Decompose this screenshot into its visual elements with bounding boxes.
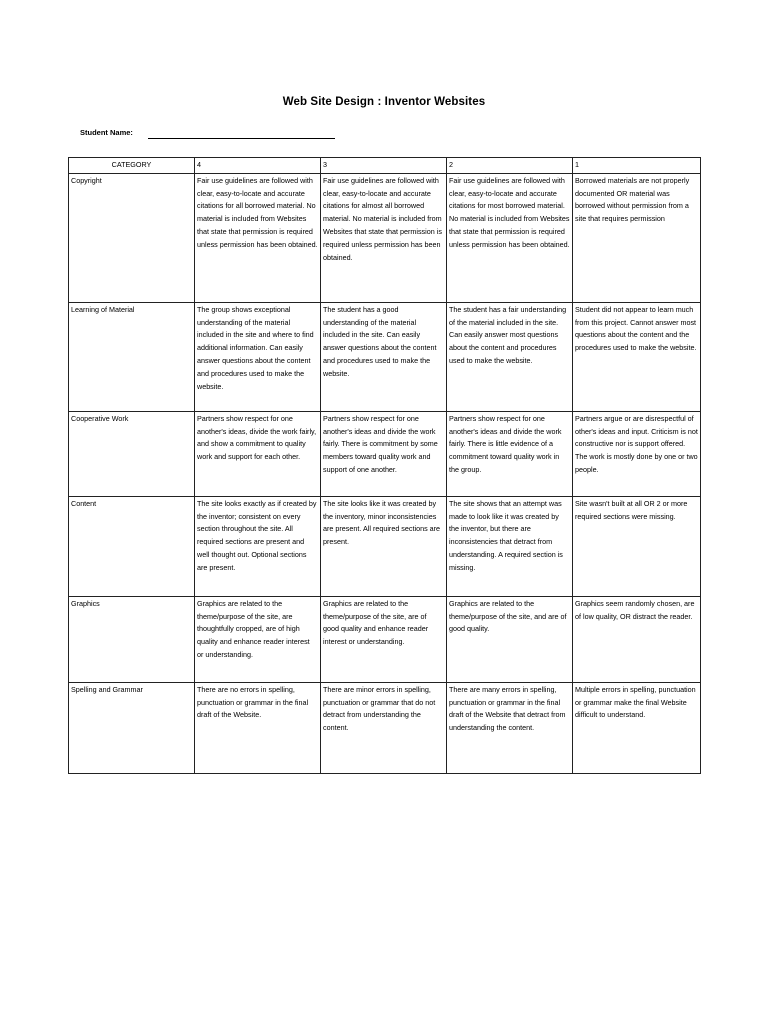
- table-row: [69, 496, 701, 596]
- row-cell: There are no errors in spelling, punctuation or grammar in the final draft of the Website.: [195, 682, 321, 773]
- row-category: Copyright: [69, 173, 195, 302]
- row-category: Spelling and Grammar: [69, 682, 195, 773]
- page-title: Web Site Design : Inventor Websites: [282, 96, 486, 108]
- row-cell: Partners show respect for one another's ideas and divide the work fairly. There is commitment by some members toward quality work and support of one another.: [321, 411, 447, 496]
- row-cell: The site shows that an attempt was made to look like it was created by the inventor, but there are inconsistencies that detract from understanding. A required section is missing.: [447, 496, 573, 596]
- header-score-2: 2: [447, 158, 573, 174]
- row-cell: Graphics are related to the theme/purpose of the site, are thoughtfully cropped, are of high quality and enhance reader interest or understanding.: [195, 596, 321, 682]
- row-cell: Multiple errors in spelling, punctuation or grammar make the final Website difficult to understand.: [573, 682, 701, 773]
- header-score-3: 3: [321, 158, 447, 174]
- row-cell: The site looks exactly as if created by the inventor; consistent on every section throughout the site. All required sections are present and well thought out. Optional sections are present.: [195, 496, 321, 596]
- table-row: [69, 682, 701, 773]
- table-row: [69, 596, 701, 682]
- row-cell: There are minor errors in spelling, punctuation or grammar that do not detract from understanding the content.: [321, 682, 447, 773]
- row-cell: Partners show respect for one another's ideas and divide the work fairly. There is little evidence of a commitment toward quality work in the group.: [447, 411, 573, 496]
- row-cell: Borrowed materials are not properly documented OR material was borrowed without permission from a site that requires permission: [573, 173, 701, 302]
- table-row: [69, 302, 701, 411]
- row-cell: The student has a good understanding of the material included in the site. Can easily answer questions about the content and procedures used to make the website.: [321, 302, 447, 411]
- row-cell: Graphics seem randomly chosen, are of low quality, OR distract the reader.: [573, 596, 701, 682]
- student-name-field[interactable]: [148, 138, 335, 139]
- row-category: Graphics: [69, 596, 195, 682]
- row-cell: Site wasn't built at all OR 2 or more required sections were missing.: [573, 496, 701, 596]
- row-cell: Fair use guidelines are followed with clear, easy-to-locate and accurate citations for all borrowed material. No material is included from Websites that state that permission is required unless permission has been obtained.: [195, 173, 321, 302]
- row-category: Cooperative Work: [69, 411, 195, 496]
- row-category: Learning of Material: [69, 302, 195, 411]
- header-score-1: 1: [573, 158, 701, 174]
- rubric-table: [68, 157, 701, 774]
- row-cell: The student has a fair understanding of the material included in the site. Can easily answer most questions about the content and procedures used to make the website.: [447, 302, 573, 411]
- row-cell: The group shows exceptional understanding of the material included in the site and where to find additional information. Can easily answer questions about the content and procedures used to make the website.: [195, 302, 321, 411]
- header-row: [69, 158, 701, 174]
- table-row: [69, 411, 701, 496]
- header-score-4: 4: [195, 158, 321, 174]
- row-cell: The site looks like it was created by the inventory, minor inconsistencies are present. All required sections are present.: [321, 496, 447, 596]
- row-cell: There are many errors in spelling, punctuation or grammar in the final draft of the Website that detract from understanding the content.: [447, 682, 573, 773]
- row-cell: Student did not appear to learn much from this project. Cannot answer most questions about the content and the procedures used to make the website.: [573, 302, 701, 411]
- row-cell: Fair use guidelines are followed with clear, easy-to-locate and accurate citations for most borrowed material. No material is included from Websites that state that permission is required unless permission has been obtained.: [447, 173, 573, 302]
- row-category: Content: [69, 496, 195, 596]
- row-cell: Graphics are related to the theme/purpose of the site, are of good quality and enhance reader interest or understanding.: [321, 596, 447, 682]
- row-cell: Partners argue or are disrespectful of other's ideas and input. Criticism is not constructive nor is support offered. The work is mostly done by one or two people.: [573, 411, 701, 496]
- table-row: [69, 173, 701, 302]
- row-cell: Partners show respect for one another's ideas, divide the work fairly, and show a commitment to quality work and support for each other.: [195, 411, 321, 496]
- row-cell: Fair use guidelines are followed with clear, easy-to-locate and accurate citations for almost all borrowed material. No material is included from Websites that state that permission is required unless permission has been obtained.: [321, 173, 447, 302]
- header-category: CATEGORY: [69, 158, 195, 174]
- student-name-label: Student Name:: [80, 128, 133, 137]
- row-cell: Graphics are related to the theme/purpose of the site, and are of good quality.: [447, 596, 573, 682]
